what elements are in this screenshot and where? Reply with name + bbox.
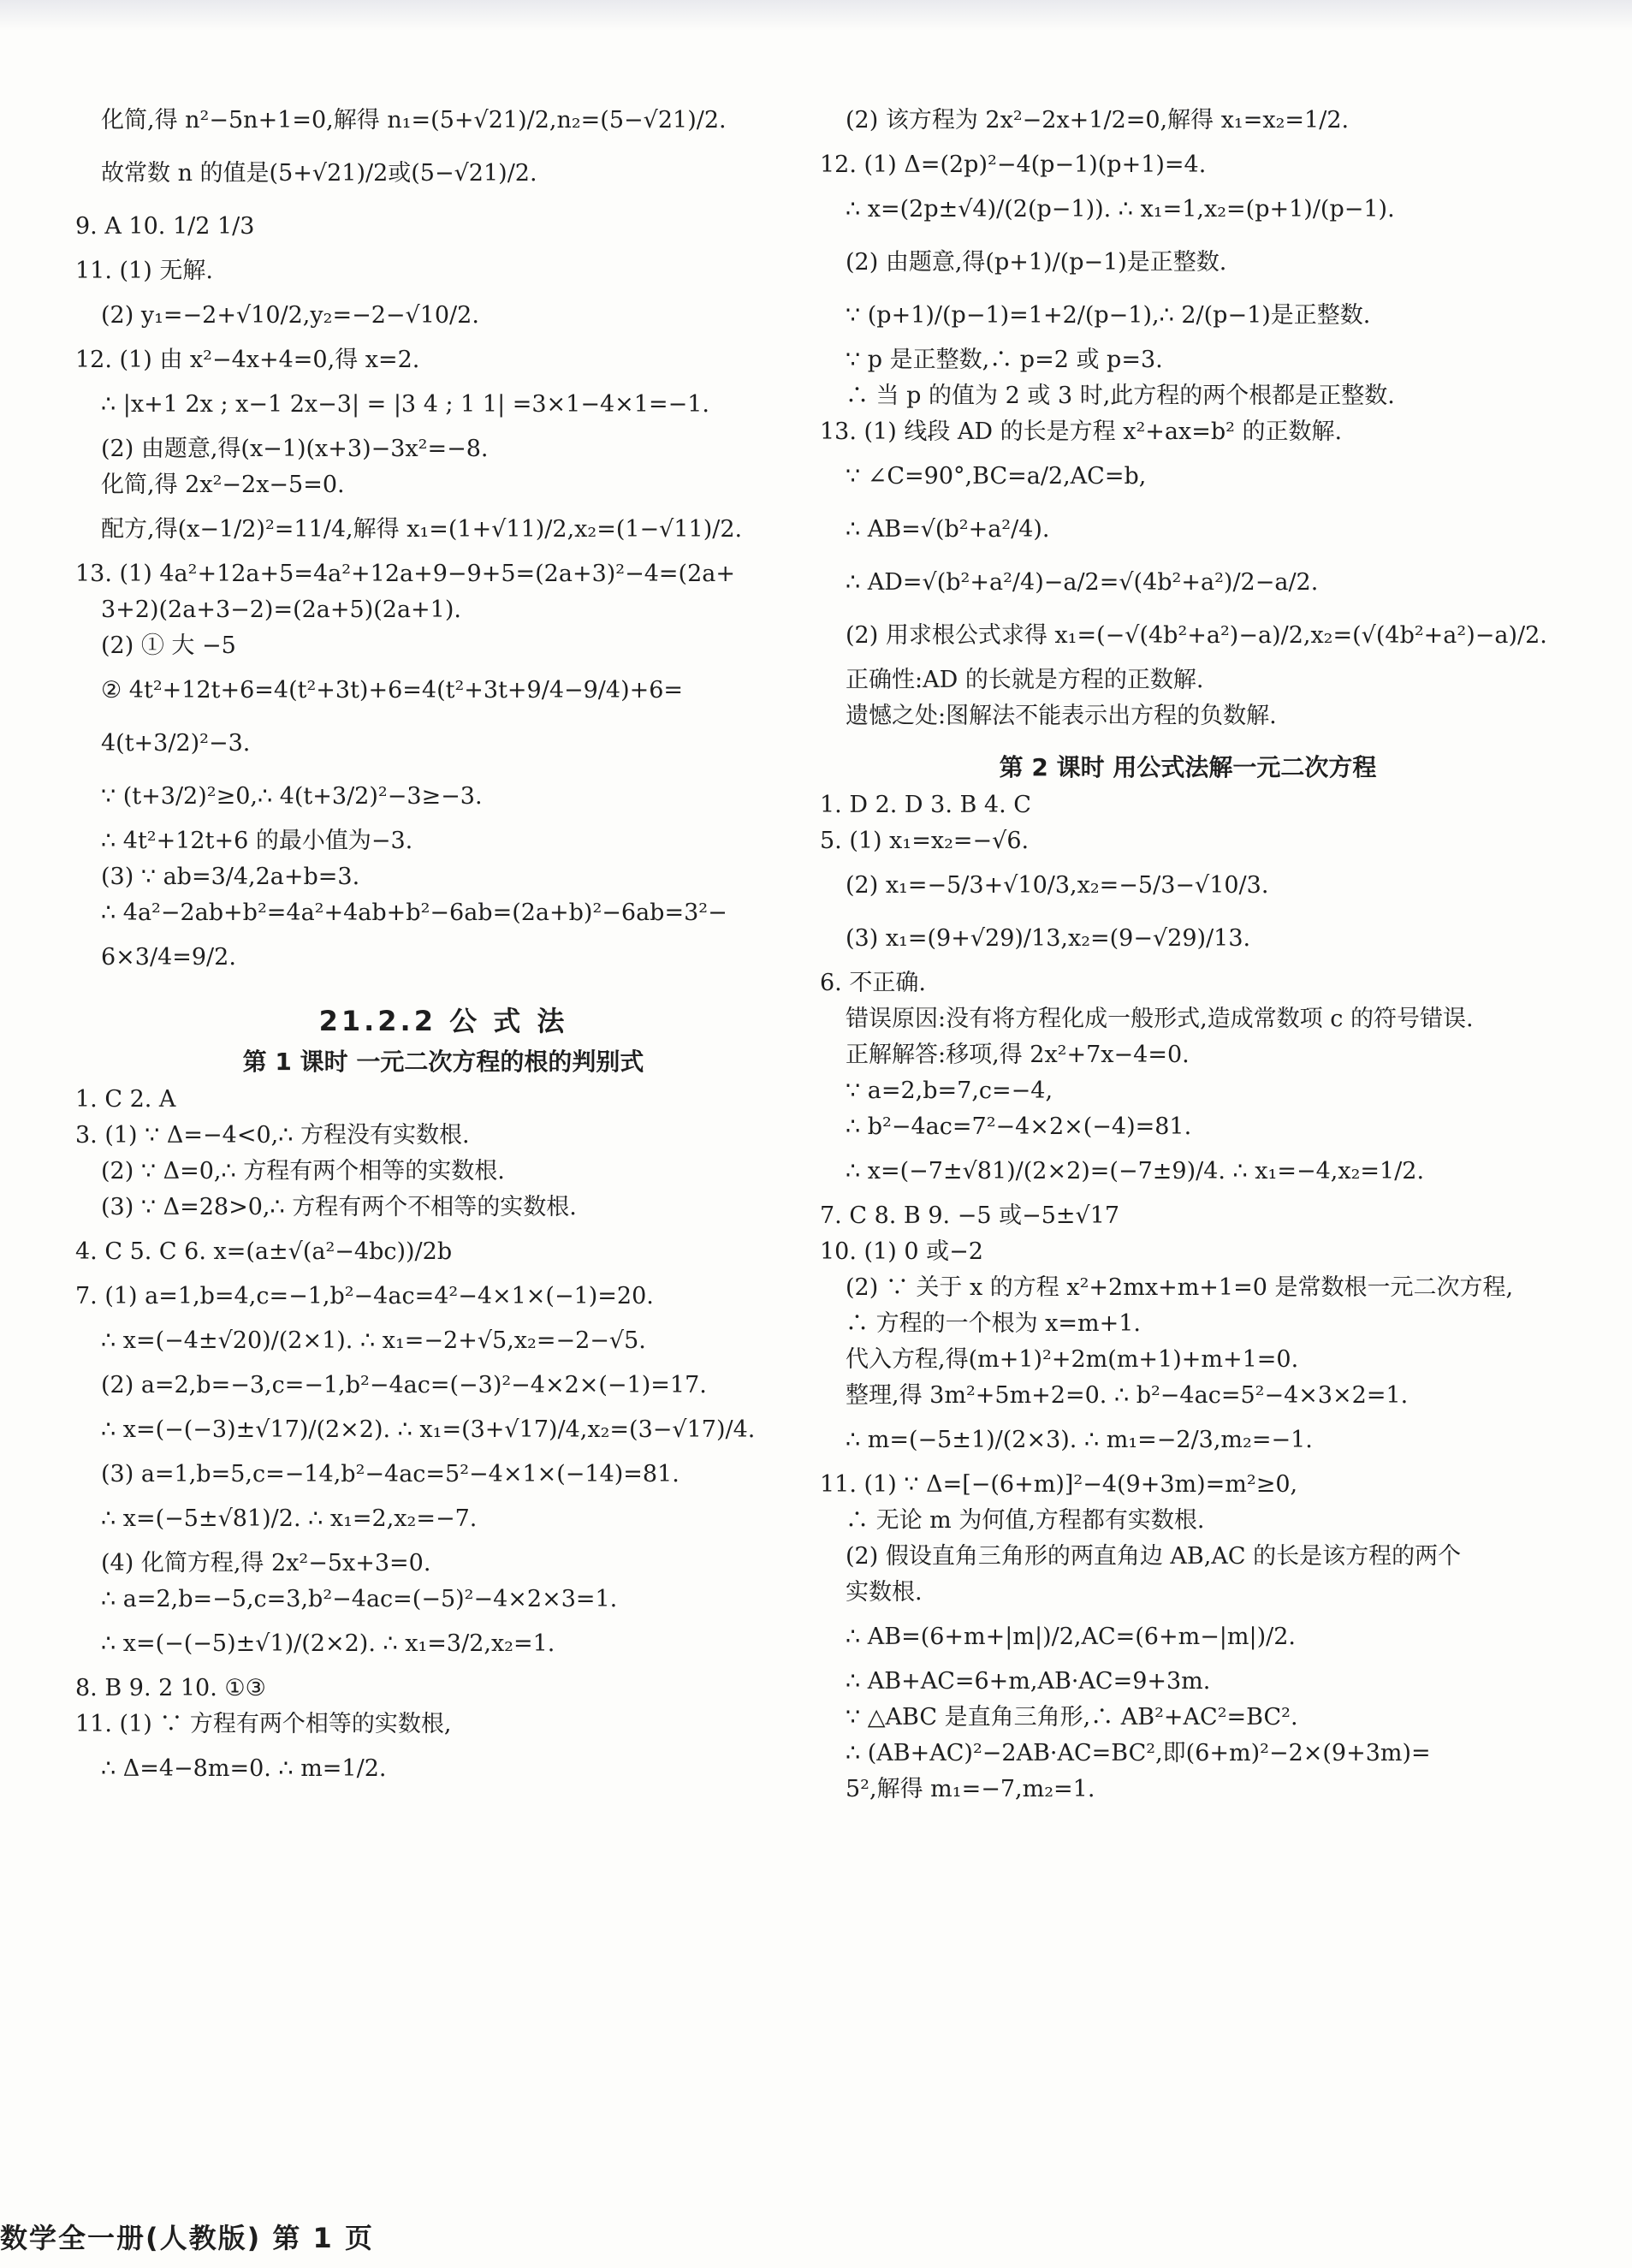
answer-line: 6×3/4=9/2. [101,944,236,971]
answer-line: 化简,得 n²−5n+1=0,解得 n₁=(5+√21)/2,n₂=(5−√21)/2. [101,107,727,134]
answer-line: ∴ x=(−4±√20)/(2×1). ∴ x₁=−2+√5,x₂=−2−√5. [101,1327,646,1354]
answer-line: (2) ∵ Δ=0,∴ 方程有两个相等的实数根. [101,1158,505,1184]
answer-line: ∴ 4a²−2ab+b²=4a²+4ab+b²−6ab=(2a+b)²−6ab=3²− [101,899,727,926]
answer-line: 遗憾之处:图解法不能表示出方程的负数解. [846,703,1277,729]
answer-line: ∴ AD=√(b²+a²/4)−a/2=√(4b²+a²)/2−a/2. [846,569,1319,596]
answer-line: 3. (1) ∵ Δ=−4<0,∴ 方程没有实数根. [75,1122,470,1149]
answer-line: ∴ x=(−(−3)±√17)/(2×2). ∴ x₁=(3+√17)/4,x₂=(3−√17)/4. [101,1416,756,1443]
right-block-1 [820,94,1556,734]
answer-line: ∴ x=(−5±√81)/2. ∴ x₁=2,x₂=−7. [101,1505,478,1532]
answer-line: (2) a=2,b=−3,c=−1,b²−4ac=(−3)²−4×2×(−1)=17. [101,1372,707,1398]
answer-line: ∴ a=2,b=−5,c=3,b²−4ac=(−5)²−4×2×3=1. [101,1586,618,1612]
answer-line: ∴ |x+1 2x ; x−1 2x−3| = |3 4 ; 1 1| =3×1−4×1=−1. [101,391,709,418]
answer-line: ∵ (p+1)/(p−1)=1+2/(p−1),∴ 2/(p−1)是正整数. [846,302,1371,329]
answer-line: (2) 用求根公式求得 x₁=(−√(4b²+a²)−a)/2,x₂=(√(4b²+a²)−a)/2. [846,622,1547,649]
answer-line: 7. C 8. B 9. −5 或−5±√17 [820,1202,1120,1229]
answer-line: (2) 该方程为 2x²−2x+1/2=0,解得 x₁=x₂=1/2. [846,107,1350,134]
answer-line: (2) 由题意,得(p+1)/(p−1)是正整数. [846,249,1227,276]
answer-line: (3) x₁=(9+√29)/13,x₂=(9−√29)/13. [846,925,1251,952]
answer-line: ② 4t²+12t+6=4(t²+3t)+6=4(t²+3t+9/4−9/4)+6= [101,677,684,704]
answer-line: 11. (1) 无解. [75,258,213,284]
answer-line: 实数根. [846,1579,923,1606]
answer-line: ∴ AB=(6+m+|m|)/2,AC=(6+m−|m|)/2. [846,1624,1296,1650]
answer-line: ∴ b²−4ac=7²−4×2×(−4)=81. [846,1113,1192,1140]
answer-line: (2) ∵ 关于 x 的方程 x²+2mx+m+1=0 是常数根一元二次方程, [846,1274,1514,1301]
answer-line: ∴ Δ=4−8m=0. ∴ m=1/2. [101,1755,387,1782]
answer-line: (2) y₁=−2+√10/2,y₂=−2−√10/2. [101,302,479,329]
answer-line: (2) x₁=−5/3+√10/3,x₂=−5/3−√10/3. [846,872,1269,899]
answer-line: 1. C 2. A [75,1086,176,1113]
answer-line: ∵ p 是正整数,∴ p=2 或 p=3. [846,347,1163,373]
answer-line: 11. (1) ∵ Δ=[−(6+m)]²−4(9+3m)=m²≥0, [820,1471,1298,1498]
answer-line: 7. (1) a=1,b=4,c=−1,b²−4ac=4²−4×1×(−1)=20. [75,1283,654,1309]
answer-line: 5. (1) x₁=x₂=−√6. [820,828,1030,854]
answer-line: 4. C 5. C 6. x=(a±√(a²−4bc))/2b [75,1238,453,1265]
answer-line: 5²,解得 m₁=−7,m₂=1. [846,1776,1095,1802]
answer-line: 13. (1) 4a²+12a+5=4a²+12a+9−9+5=(2a+3)²−4=(2a+ [75,561,735,587]
answer-line: ∴ AB=√(b²+a²/4). [846,516,1050,543]
answer-line: 正确性:AD 的长就是方程的正数解. [846,667,1204,693]
answer-line: ∴ 方程的一个根为 x=m+1. [846,1310,1142,1337]
answer-line: (2) 假设直角三角形的两直角边 AB,AC 的长是该方程的两个 [846,1543,1462,1570]
answer-line: ∴ AB+AC=6+m,AB·AC=9+3m. [846,1668,1211,1695]
answer-line: 错误原因:没有将方程化成一般形式,造成常数项 c 的符号错误. [846,1006,1474,1032]
answer-line: ∴ 当 p 的值为 2 或 3 时,此方程的两个根都是正整数. [846,383,1395,409]
answer-line: 3+2)(2a+3−2)=(2a+5)(2a+1). [101,597,461,623]
answer-line: (3) ∵ Δ=28>0,∴ 方程有两个不相等的实数根. [101,1194,577,1220]
left-block-2 [75,1082,811,1796]
answer-line: (2) ① 大 −5 [101,632,236,659]
answer-line: 10. (1) 0 或−2 [820,1238,983,1265]
subsection-title-lesson-2: 第 2 课时 用公式法解一元二次方程 [999,753,1377,781]
answer-line: 8. B 9. 2 10. ①③ [75,1675,266,1701]
answer-line: 12. (1) Δ=(2p)²−4(p−1)(p+1)=4. [820,151,1207,178]
answer-line: 整理,得 3m²+5m+2=0. ∴ b²−4ac=5²−4×3×2=1. [846,1382,1409,1409]
answer-line: 故常数 n 的值是(5+√21)/2或(5−√21)/2. [101,160,537,187]
answer-line: ∴ (AB+AC)²−2AB·AC=BC²,即(6+m)²−2×(9+3m)= [846,1740,1431,1766]
answer-line: 6. 不正确. [820,970,926,996]
answer-line: ∴ x=(−(−5)±√1)/(2×2). ∴ x₁=3/2,x₂=1. [101,1630,555,1657]
answer-line: ∴ 无论 m 为何值,方程都有实数根. [846,1507,1205,1534]
page-footer: 数学全一册(人教版) 第 1 页 [0,2222,374,2254]
answer-line: ∵ a=2,b=7,c=−4, [846,1078,1053,1104]
right-column [820,94,1556,1808]
answer-line: 正解解答:移项,得 2x²+7x−4=0. [846,1042,1190,1068]
left-block-1 [75,94,811,984]
scan-top-band [0,0,1632,31]
section-title: 21.2.2 公 式 法 [318,1005,568,1037]
answer-line: 代入方程,得(m+1)²+2m(m+1)+m+1=0. [846,1346,1299,1373]
left-column [75,94,811,1796]
subsection-title-lesson-1: 第 1 课时 一元二次方程的根的判别式 [242,1048,644,1076]
answer-line: 4(t+3/2)²−3. [101,730,251,757]
answer-line: ∵ (t+3/2)²≥0,∴ 4(t+3/2)²−3≥−3. [101,783,483,810]
answer-line: 配方,得(x−1/2)²=11/4,解得 x₁=(1+√11)/2,x₂=(1−√11)/2. [101,516,743,543]
answer-line: ∵ ∠C=90°,BC=a/2,AC=b, [846,463,1147,490]
answer-line: ∴ m=(−5±1)/(2×3). ∴ m₁=−2/3,m₂=−1. [846,1427,1313,1453]
answer-line: 13. (1) 线段 AD 的长是方程 x²+ax=b² 的正数解. [820,419,1343,445]
answer-line: 1. D 2. D 3. B 4. C [820,792,1031,818]
answer-line: ∴ 4t²+12t+6 的最小值为−3. [101,828,413,854]
answer-line: ∴ x=(2p±√4)/(2(p−1)). ∴ x₁=1,x₂=(p+1)/(p−1). [846,196,1395,223]
answer-line: 化简,得 2x²−2x−5=0. [101,472,345,498]
answer-line: 12. (1) 由 x²−4x+4=0,得 x=2. [75,347,420,373]
answer-line: (2) 由题意,得(x−1)(x+3)−3x²=−8. [101,436,489,462]
answer-line: (3) ∵ ab=3/4,2a+b=3. [101,864,360,890]
answer-line: ∴ x=(−7±√81)/(2×2)=(−7±9)/4. ∴ x₁=−4,x₂=1/2. [846,1158,1425,1184]
answer-line: (4) 化简方程,得 2x²−5x+3=0. [101,1550,431,1576]
right-block-2 [820,787,1556,1808]
answer-line: ∵ △ABC 是直角三角形,∴ AB²+AC²=BC². [846,1704,1298,1731]
answer-line: (3) a=1,b=5,c=−14,b²−4ac=5²−4×1×(−14)=81. [101,1461,680,1487]
answer-line: 11. (1) ∵ 方程有两个相等的实数根, [75,1711,452,1737]
answer-line: 9. A 10. 1/2 1/3 [75,213,255,240]
